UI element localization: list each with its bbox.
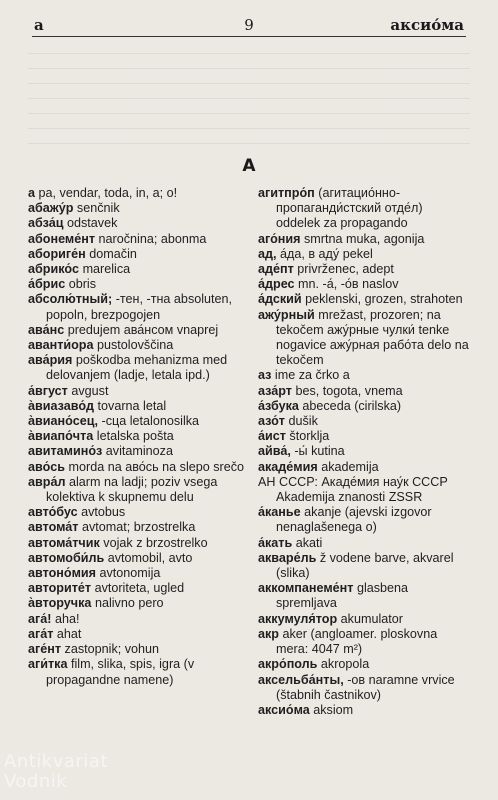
headword: аккомпанеме́нт xyxy=(258,581,354,596)
definition: pa, vendar, toda, in, a; o! xyxy=(38,186,178,200)
dictionary-entry xyxy=(258,475,470,505)
headword: абза́ц xyxy=(28,216,64,231)
dictionary-entry xyxy=(28,186,246,201)
dictionary-entry xyxy=(28,444,246,459)
headword: авра́л xyxy=(28,474,66,489)
dictionary-entry xyxy=(28,201,246,216)
definition: film, slika, spis, igra (v propagandne namene) xyxy=(46,657,195,687)
headword: аза́рт xyxy=(258,383,292,398)
headword: авитамино́з xyxy=(28,444,103,459)
page-header xyxy=(0,12,498,38)
definition: ime za črko a xyxy=(274,368,350,383)
headword: аванти́ора xyxy=(28,338,94,353)
headword: акр xyxy=(258,626,279,641)
definition: akati xyxy=(295,535,323,550)
dictionary-entry xyxy=(28,566,246,581)
definition: vojak z brzostrelko xyxy=(103,535,208,550)
dictionary-entry xyxy=(28,612,246,627)
definition: poškodba mehanizma med delovanjem (ladje, letala ipd.) xyxy=(46,353,228,383)
definition: avitaminoza xyxy=(105,444,173,459)
definition: avtoriteta, ugled xyxy=(94,581,185,596)
definition: alarm na ladji; poziv vsega kolektiva k skupnemu delu xyxy=(46,474,218,505)
dictionary-entry xyxy=(28,323,246,338)
dictionary-entry xyxy=(28,581,246,596)
headword: аккумуля́тор xyxy=(258,611,338,626)
definition: avtobus xyxy=(81,505,126,520)
dictionary-entry xyxy=(258,277,470,292)
section-letter: А xyxy=(242,156,256,176)
definition: aker (angloamer. ploskovna mera: 4047 m²) xyxy=(276,626,438,657)
headword: абсолю́тный; xyxy=(28,292,113,307)
headword: a xyxy=(28,186,36,200)
definition: avtonomija xyxy=(99,566,161,581)
dictionary-entry xyxy=(28,247,246,262)
dictionary-entry xyxy=(28,596,246,611)
dictionary-entry xyxy=(258,247,470,262)
definition: -тен, -тна absoluten, popoln, brezpogojen xyxy=(46,292,233,322)
definition: senčnik xyxy=(76,201,120,216)
dictionary-entry xyxy=(258,612,470,627)
dictionary-entry xyxy=(28,551,246,566)
headword: аге́нт xyxy=(28,642,62,657)
headword: акаде́мия xyxy=(258,459,318,474)
definition: marelica xyxy=(82,262,131,277)
headword: акваре́ль xyxy=(258,550,317,565)
definition: pustolovščina xyxy=(97,338,174,353)
headword: авторите́т xyxy=(28,581,92,596)
headword: ава́рия xyxy=(28,353,73,368)
dictionary-entry xyxy=(258,460,470,475)
headword: а́збука xyxy=(258,398,299,413)
dictionary-entry xyxy=(28,262,246,277)
dictionary-entry xyxy=(258,627,470,657)
definition: štorklja xyxy=(289,429,330,444)
header-last-word: аксио́ма xyxy=(390,16,464,34)
dictionary-entry xyxy=(258,384,470,399)
dictionary-entry xyxy=(258,414,470,429)
headword: а̀виазаво́д xyxy=(28,398,95,413)
definition: privrženec, adept xyxy=(297,262,394,277)
dictionary-entry xyxy=(258,551,470,581)
headword: авто́бус xyxy=(28,505,78,520)
headword: ага́! xyxy=(28,611,52,626)
definition: smrtna muka, agonija xyxy=(303,231,425,246)
dictionary-entry xyxy=(258,703,470,718)
definition: ž vodene barve, akvarel (slika) xyxy=(276,550,454,581)
headword: аксельба́нты, xyxy=(258,672,344,687)
headword: абажу́р xyxy=(28,201,74,216)
dictionary-entry xyxy=(28,475,246,505)
headword: аз xyxy=(258,368,272,383)
headword: а̀вторучка xyxy=(28,596,92,611)
definition: (агитацио́нно-пропаганди́стский отде́л) oddelek za propagando xyxy=(276,186,423,231)
headword: а́брис xyxy=(28,277,66,292)
headword: ава́нс xyxy=(28,322,65,337)
watermark-line-2: Vodnik xyxy=(4,771,68,792)
definition: odstavek xyxy=(66,216,118,231)
dictionary-entry xyxy=(28,232,246,247)
headword: акро́поль xyxy=(258,657,318,672)
definition: а́да, в аду́ pekel xyxy=(280,246,373,261)
definition: glasbena spremljava xyxy=(276,581,409,611)
headword: айва́, xyxy=(258,444,291,459)
headword: а́ист xyxy=(258,429,286,444)
headword: а́кать xyxy=(258,535,293,550)
left-column xyxy=(28,186,246,688)
headword: а̀виапо́чта xyxy=(28,429,94,444)
dictionary-entry xyxy=(258,444,470,459)
dictionary-entry xyxy=(28,657,246,687)
dictionary-entry xyxy=(258,673,470,703)
headword: а̀виано́сец, xyxy=(28,414,99,429)
watermark-line-1: Antikvariat xyxy=(4,751,108,772)
definition: morda na аво́сь na slepo srečo xyxy=(68,459,245,474)
definition: avgust xyxy=(71,383,109,398)
definition: dušik xyxy=(288,414,318,429)
dictionary-entry xyxy=(28,460,246,475)
headword: ажу́рный xyxy=(258,307,315,322)
headword: а́дрес xyxy=(258,277,295,292)
definition: mrežast, prozoren; na tekočem ажу́рные чулки́ tenke nogavice ажу́рная рабо́та delo na tekočem xyxy=(276,307,469,368)
dictionary-entry xyxy=(28,399,246,414)
dictionary-entry xyxy=(28,520,246,535)
headword: автоно́мия xyxy=(28,566,96,581)
definition: avtomat; brzostrelka xyxy=(81,520,196,535)
headword: автома́т xyxy=(28,520,79,535)
dictionary-entry xyxy=(258,368,470,383)
headword: а́дский xyxy=(258,292,302,307)
headword: ад, xyxy=(258,246,277,261)
headword: автомоби́ль xyxy=(28,550,105,565)
headword: азо́т xyxy=(258,414,285,429)
dictionary-entry xyxy=(28,338,246,353)
dictionary-entry xyxy=(258,186,470,232)
dictionary-entry xyxy=(28,627,246,642)
headword: автома́тчик xyxy=(28,535,100,550)
definition: domačin xyxy=(89,246,137,261)
watermark xyxy=(4,752,108,792)
dictionary-entry xyxy=(258,505,470,535)
headword: аги́тка xyxy=(28,657,68,672)
headword: а́вгуст xyxy=(28,383,68,398)
definition: aksiom xyxy=(313,702,354,717)
headword: аво́сь xyxy=(28,459,66,474)
dictionary-entry xyxy=(28,353,246,383)
definition: akumulator xyxy=(340,611,403,626)
dictionary-entry xyxy=(258,232,470,247)
headword: ага́т xyxy=(28,626,54,641)
definition: -ы́ kutina xyxy=(294,444,345,459)
dictionary-entry xyxy=(28,292,246,322)
definition: predujem ава́нсом vnaprej xyxy=(67,322,219,337)
dictionary-entry xyxy=(258,399,470,414)
definition: АН СССР: Акаде́мия нау́к СССР Akademija znanosti ZSSR xyxy=(258,474,448,505)
headword: абрико́с xyxy=(28,262,80,277)
show-through-text xyxy=(28,44,470,144)
headword: аго́ния xyxy=(258,231,301,246)
dictionary-entry xyxy=(28,505,246,520)
dictionary-entry xyxy=(28,277,246,292)
definition: abeceda (cirilska) xyxy=(302,398,402,413)
definition: nalivno pero xyxy=(94,596,164,611)
dictionary-entry xyxy=(258,536,470,551)
definition: avtomobil, avto xyxy=(107,550,193,565)
headword: а́канье xyxy=(258,505,301,520)
headword: абонеме́нт xyxy=(28,231,96,246)
dictionary-entry xyxy=(28,536,246,551)
dictionary-entry xyxy=(28,414,246,429)
definition: -ов naramne vrvice (štabnih častnikov) xyxy=(276,672,455,702)
definition: letalska pošta xyxy=(96,429,174,444)
header-rule xyxy=(32,36,466,37)
dictionary-entry xyxy=(28,216,246,231)
definition: akanje (ajevski izgovor nenaglašenega o) xyxy=(276,505,432,535)
dictionary-entry xyxy=(28,642,246,657)
definition: aha! xyxy=(54,611,80,626)
dictionary-entry xyxy=(258,657,470,672)
definition: tovarna letal xyxy=(97,398,167,413)
page-number: 9 xyxy=(244,16,254,34)
header-first-word: a xyxy=(34,16,44,34)
definition: zastopnik; vohun xyxy=(64,642,160,657)
definition: obris xyxy=(68,277,97,292)
headword: аксио́ма xyxy=(258,702,310,717)
right-column xyxy=(258,186,470,718)
dictionary-entry xyxy=(28,429,246,444)
headword: агитпро́п xyxy=(258,186,315,200)
dictionary-entry xyxy=(258,581,470,611)
definition: -сца letalonosilka xyxy=(101,414,200,429)
dictionary-entry xyxy=(258,308,470,369)
definition: mn. -а́, -о́в naslov xyxy=(298,277,399,292)
definition: peklenski, grozen, strahoten xyxy=(305,292,463,307)
dictionary-entry xyxy=(28,384,246,399)
dictionary-entry xyxy=(258,429,470,444)
definition: bes, togota, vnema xyxy=(295,383,403,398)
definition: akademija xyxy=(321,459,379,474)
definition: naročnina; abonma xyxy=(98,231,207,246)
dictionary-entry xyxy=(258,292,470,307)
headword: абориге́н xyxy=(28,246,86,261)
definition: akropola xyxy=(320,657,370,672)
definition: ahat xyxy=(56,626,82,641)
dictionary-entry xyxy=(258,262,470,277)
headword: аде́пт xyxy=(258,262,294,277)
